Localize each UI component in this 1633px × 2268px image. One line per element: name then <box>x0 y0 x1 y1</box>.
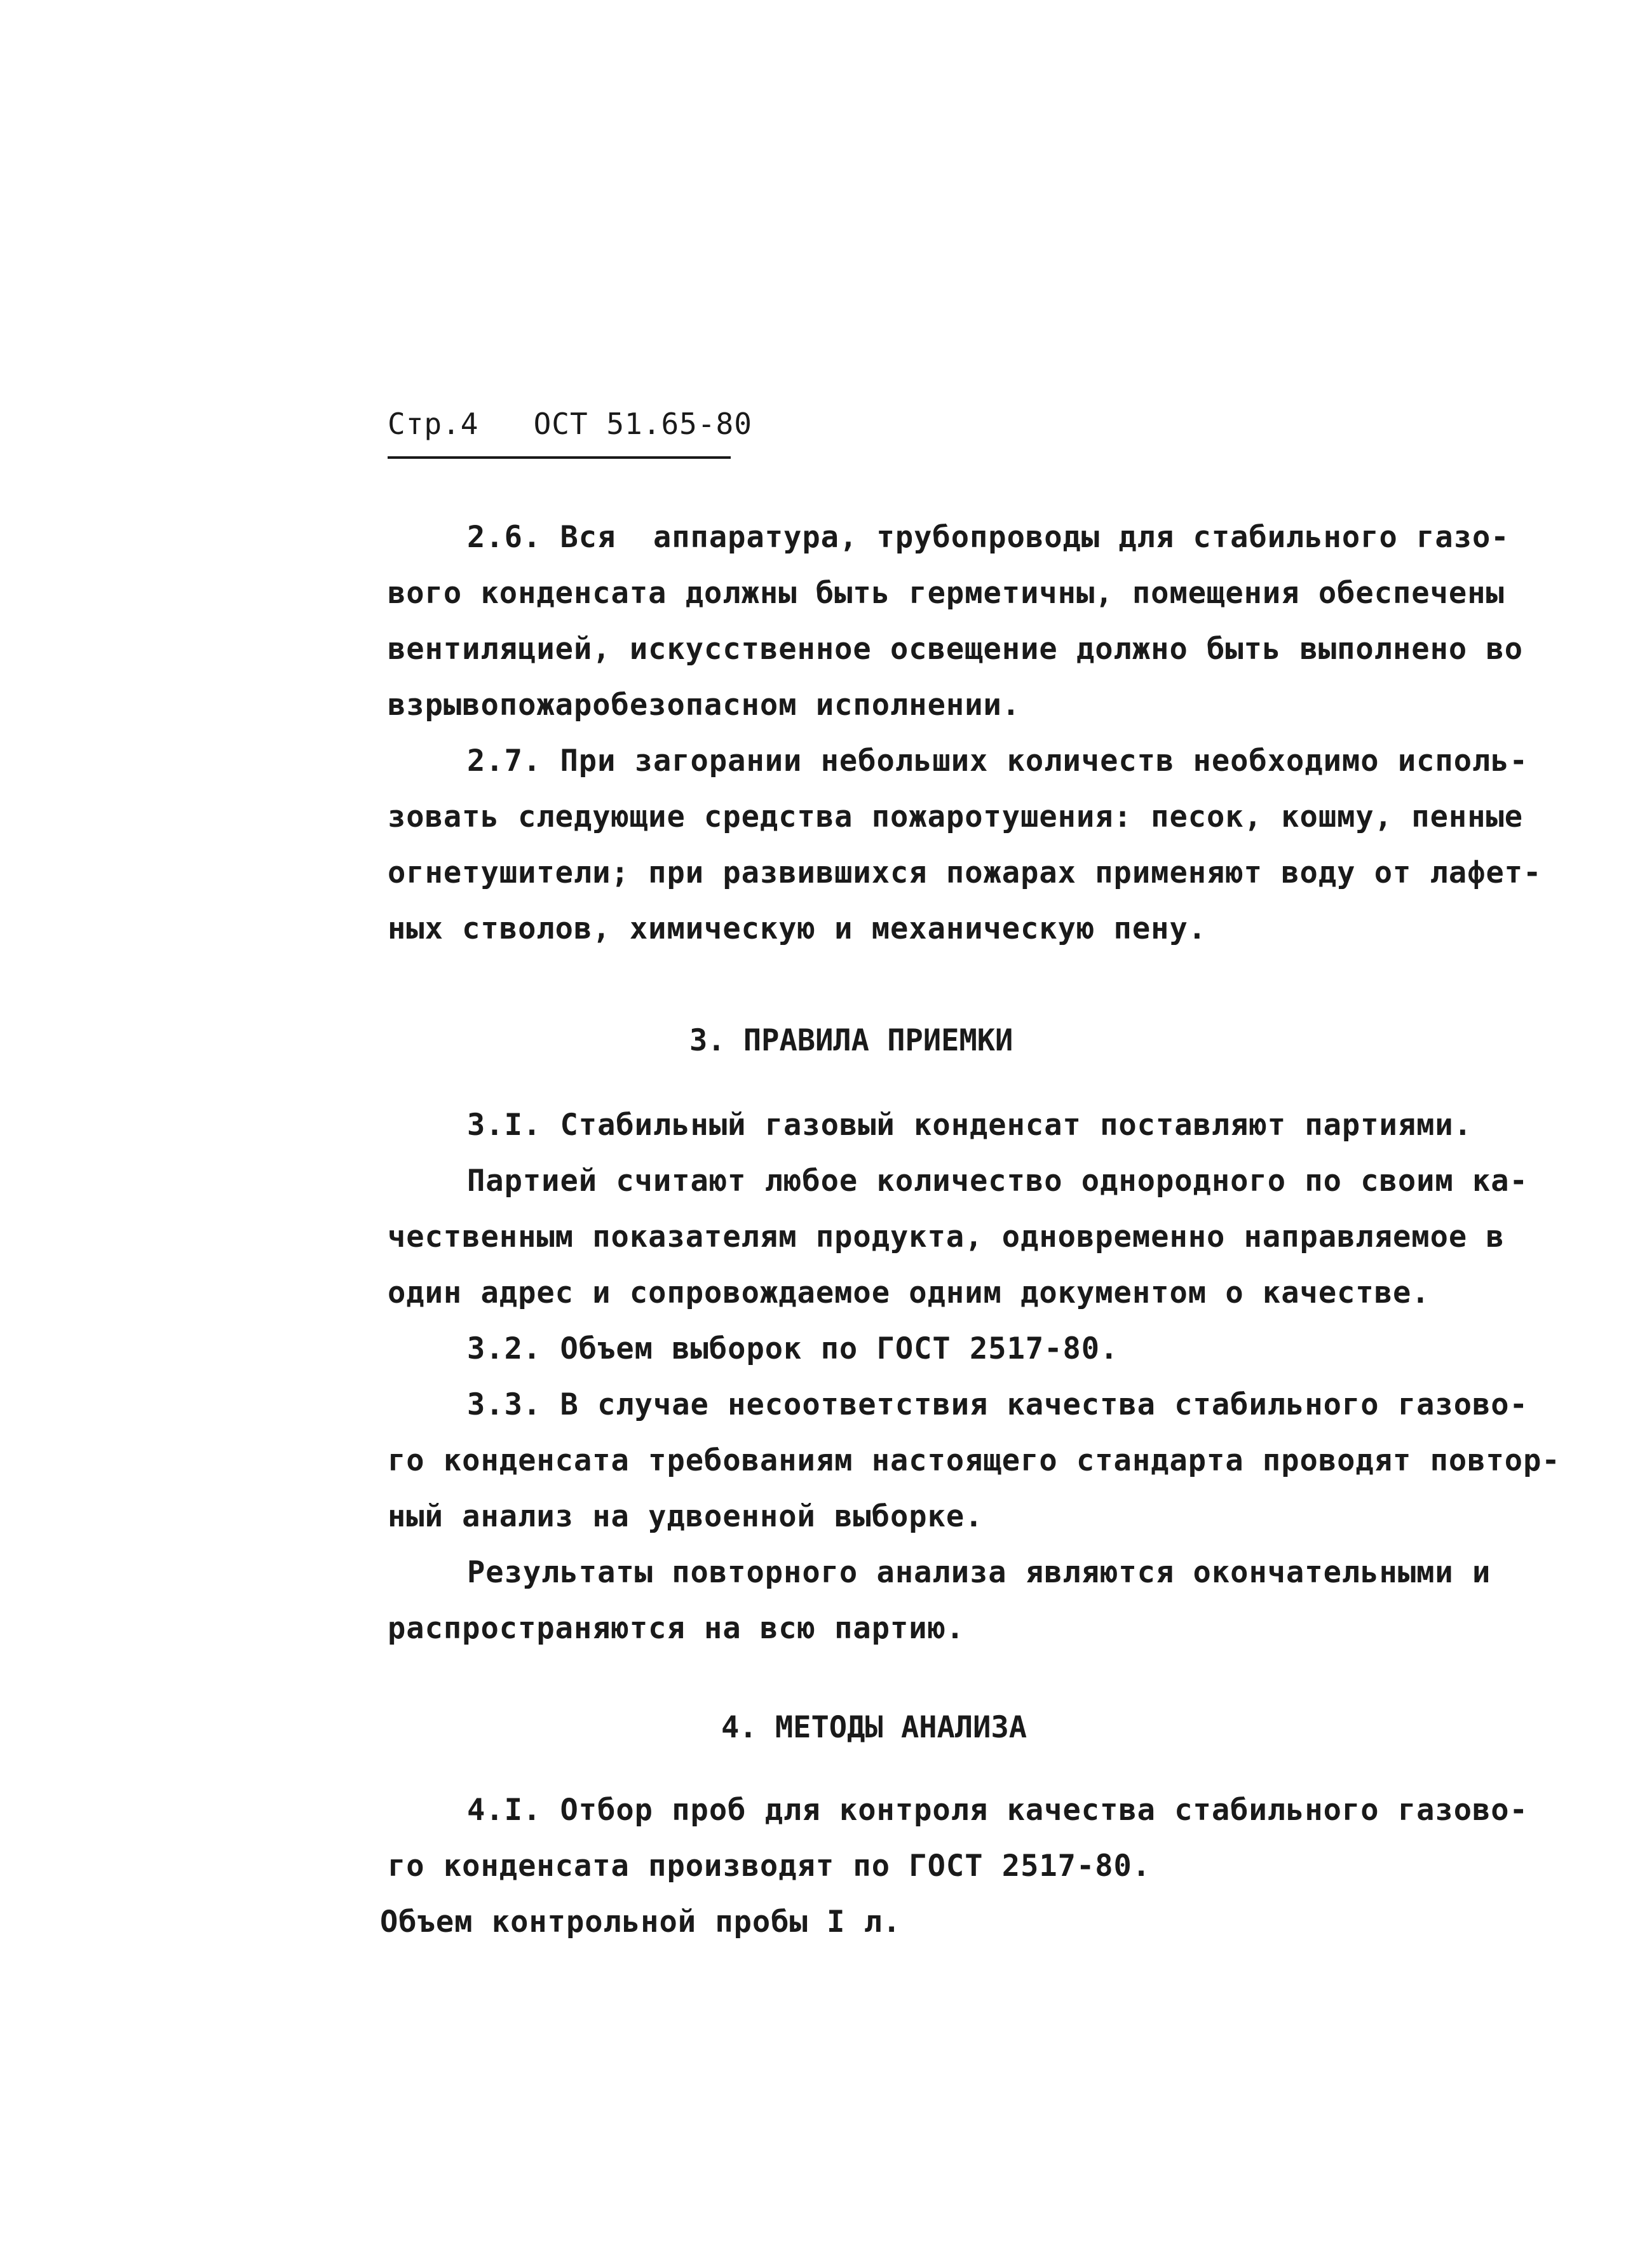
para-4-1-line: Объем контрольной пробы I л. <box>380 1905 902 1939</box>
para-4-1-line: 4.I. Отбор проб для контроля качества стабильного газово- <box>467 1793 1528 1828</box>
page-number: Стр.4 <box>388 407 479 441</box>
para-3-3-line: ный анализ на удвоенной выборке. <box>388 1499 984 1534</box>
para-3-1-line: Партией считают любое количество однородного по своим ка- <box>467 1164 1528 1199</box>
para-2-6-line: вого конденсата должны быть герметичны, помещения обеспечены <box>388 576 1505 611</box>
para-2-6-line: 2.6. Вся аппаратура, трубопроводы для стабильного газо- <box>467 520 1510 555</box>
para-3-1-line: один адрес и сопровождаемое одним документом о качестве. <box>388 1275 1430 1310</box>
para-2-6-line: вентиляцией, искусственное освещение должно быть выполнено во <box>388 632 1524 667</box>
section-4-heading: 4. МЕТОДЫ АНАЛИЗА <box>721 1710 1027 1745</box>
para-2-6-line: взрывопожаробезопасном исполнении. <box>388 688 1021 723</box>
para-3-2: 3.2. Объем выборок по ГОСТ 2517-80. <box>467 1331 1119 1366</box>
para-3-1-line: 3.I. Стабильный газовый конденсат поставляют партиями. <box>467 1108 1473 1143</box>
para-3-1-line: чественным показателям продукта, одновременно направляемое в <box>388 1219 1505 1254</box>
para-3-3-line: распространяются на всю партию. <box>388 1611 965 1646</box>
section-3-heading: 3. ПРАВИЛА ПРИЕМКИ <box>689 1023 1013 1058</box>
para-2-7-line: огнетушители; при развившихся пожарах применяют воду от лафет- <box>388 855 1542 890</box>
header-underline <box>388 456 731 459</box>
para-2-7-line: 2.7. При загорании небольших количеств необходимо исполь- <box>467 744 1528 778</box>
standard-code: ОСТ 51.65-80 <box>533 407 752 441</box>
para-2-7-line: зовать следующие средства пожаротушения: песок, кошму, пенные <box>388 799 1524 834</box>
para-3-3-line: го конденсата требованиям настоящего стандарта проводят повтор- <box>388 1443 1561 1478</box>
para-3-3-line: 3.3. В случае несоответствия качества стабильного газово- <box>467 1387 1528 1422</box>
para-2-7-line: ных стволов, химическую и механическую пену. <box>388 911 1207 946</box>
para-4-1-line: го конденсата производят по ГОСТ 2517-80. <box>388 1849 1151 1884</box>
para-3-3-line: Результаты повторного анализа являются окончательными и <box>467 1555 1491 1590</box>
page-header <box>388 407 752 441</box>
